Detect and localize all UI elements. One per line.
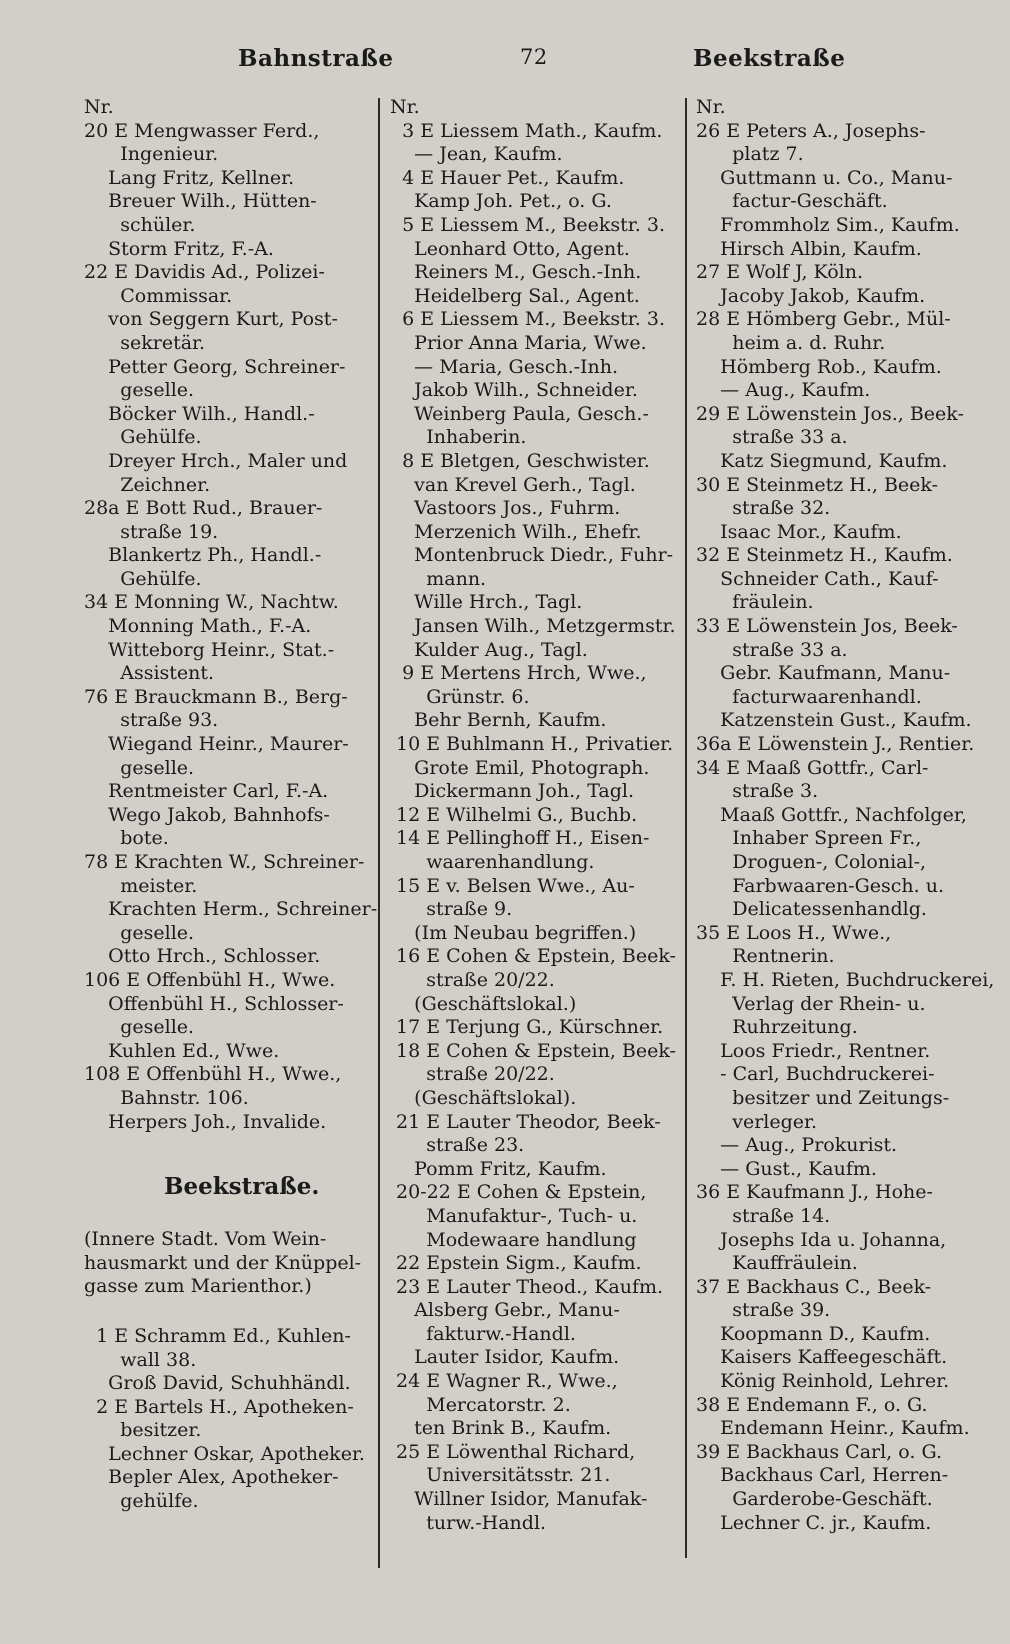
entry-line: 108 E Offenbühl H., Wwe., xyxy=(84,1063,342,1086)
entry-line: Lauter Isidor, Kaufm. xyxy=(390,1346,620,1369)
entry-line: Hömberg Rob., Kaufm. xyxy=(696,355,942,378)
entry-line: Petter Georg, Schreiner- xyxy=(84,355,346,378)
entry-line: 8 E Bletgen, Geschwister. xyxy=(390,449,650,472)
entry-line: Inhaber Spreen Fr., xyxy=(696,827,922,850)
entry-line: Behr Bernh, Kaufm. xyxy=(390,709,607,732)
entry-line: 36 E Kaufmann J., Hohe- xyxy=(696,1181,933,1204)
entry-line: 34 E Maaß Gottfr., Carl- xyxy=(696,756,929,779)
entry-line: mann. xyxy=(390,567,487,590)
entry-line: Backhaus Carl, Herren- xyxy=(696,1464,949,1487)
entry-line: Droguen-, Colonial-, xyxy=(696,851,927,873)
entry-line: factur-Geschäft. xyxy=(696,190,888,213)
header-right-street: Beekstraße xyxy=(693,45,846,72)
entry-line: (Geschäftslokal.) xyxy=(390,992,577,1015)
entry-line: ten Brink B., Kaufm. xyxy=(390,1417,612,1440)
entry-line: Kauffräulein. xyxy=(696,1252,858,1275)
entry-line: straße 3. xyxy=(696,780,819,803)
entry-line: 20 E Mengwasser Ferd., xyxy=(84,119,320,142)
entry-line: Vastoors Jos., Fuhrm. xyxy=(390,497,621,520)
entry-line: Katzenstein Gust., Kaufm. xyxy=(696,709,972,732)
entry-line: Groß David, Schuhhändl. xyxy=(84,1372,351,1395)
entry-line: (Geschäftslokal). xyxy=(390,1086,577,1109)
entry-line: Weinberg Paula, Gesch.- xyxy=(390,402,649,425)
page-number: 72 xyxy=(520,45,548,69)
entry-line: straße 20/22. xyxy=(390,1063,555,1086)
section-intro-line: gasse zum Marienthor.) xyxy=(84,1275,312,1298)
entry-line: straße 23. xyxy=(390,1134,525,1157)
entry-line: 3 E Liessem Math., Kaufm. xyxy=(390,119,663,142)
entry-line: straße 14. xyxy=(696,1204,831,1227)
header-left-street: Bahnstraße xyxy=(238,45,394,72)
column-label: Nr. xyxy=(390,96,420,118)
entry-line: 23 E Lauter Theod., Kaufm. xyxy=(390,1275,664,1298)
entry-line: Mercatorstr. 2. xyxy=(390,1393,571,1416)
entry-line: 14 E Pellinghoff H., Eisen- xyxy=(390,827,650,850)
entry-line: Monning Math., F.-A. xyxy=(84,615,312,638)
entry-line: Leonhard Otto, Agent. xyxy=(390,237,630,260)
entry-line: Jacoby Jakob, Kaufm. xyxy=(696,284,926,307)
entry-line: Modewaare handlung xyxy=(390,1228,637,1251)
entry-line: heim a. d. Ruhr. xyxy=(696,331,886,354)
entry-line: Storm Fritz, F.-A. xyxy=(84,237,274,260)
entry-line: Offenbühl H., Schlosser- xyxy=(84,992,344,1015)
column-label: Nr. xyxy=(84,96,114,118)
entry-line: besitzer und Zeitungs- xyxy=(696,1086,950,1109)
entry-line: 1 E Schramm Ed., Kuhlen- xyxy=(84,1324,351,1347)
entry-line: platz 7. xyxy=(696,143,804,166)
entry-line: Gebr. Kaufmann, Manu- xyxy=(696,662,951,685)
entry-line: 5 E Liessem M., Beekstr. 3. xyxy=(390,213,665,236)
entry-line: Dreyer Hrch., Maler und xyxy=(84,449,348,472)
entry-line: von Seggern Kurt, Post- xyxy=(84,308,338,331)
entry-line: 29 E Löwenstein Jos., Beek- xyxy=(696,402,964,425)
entry-line: 10 E Buhlmann H., Privatier. xyxy=(390,733,674,756)
entry-line: facturwaarenhandl. xyxy=(696,685,922,708)
entry-line: waarenhandlung. xyxy=(390,851,595,873)
entry-line: fräulein. xyxy=(696,591,814,614)
entry-line: Herpers Joh., Invalide. xyxy=(84,1110,327,1133)
entry-line: Jakob Wilh., Schneider. xyxy=(390,379,638,402)
entry-line: 37 E Backhaus C., Beek- xyxy=(696,1275,932,1298)
entry-line: turw.-Handl. xyxy=(390,1511,547,1534)
entry-line: 6 E Liessem M., Beekstr. 3. xyxy=(390,308,665,331)
entry-line: 76 E Brauckmann B., Berg- xyxy=(84,685,348,708)
entry-line: Assistent. xyxy=(84,662,215,685)
entry-line: 30 E Steinmetz H., Beek- xyxy=(696,473,939,496)
entry-line: 12 E Wilhelmi G., Buchb. xyxy=(390,803,638,826)
entry-line: - Carl, Buchdruckerei- xyxy=(696,1063,935,1086)
entry-line: Delicatessenhandlg. xyxy=(696,898,927,921)
entry-line: Grote Emil, Photograph. xyxy=(390,756,650,779)
entry-line: Grünstr. 6. xyxy=(390,685,530,708)
entry-line: Lechner C. jr., Kaufm. xyxy=(696,1511,932,1534)
entry-line: — Aug., Kaufm. xyxy=(696,379,871,402)
entry-line: 21 E Lauter Theodor, Beek- xyxy=(390,1110,661,1133)
entry-line: 25 E Löwenthal Richard, xyxy=(390,1440,636,1463)
entry-line: Blankertz Ph., Handl.- xyxy=(84,544,322,567)
entry-line: 32 E Steinmetz H., Kaufm. xyxy=(696,544,953,567)
entry-line: straße 9. xyxy=(390,898,513,921)
entry-line: Dickermann Joh., Tagl. xyxy=(390,780,635,803)
column-label: Nr. xyxy=(696,96,726,118)
entry-line: gehülfe. xyxy=(84,1490,199,1513)
entry-line: Josephs Ida u. Johanna, xyxy=(696,1228,947,1251)
entry-line: Kuhlen Ed., Wwe. xyxy=(84,1039,280,1062)
entry-line: Bepler Alex, Apotheker- xyxy=(84,1466,339,1489)
entry-line: 2 E Bartels H., Apotheken- xyxy=(84,1395,354,1418)
entry-line: 39 E Backhaus Carl, o. G. xyxy=(696,1440,942,1463)
entry-line: Gehülfe. xyxy=(84,426,202,449)
entry-line: fakturw.-Handl. xyxy=(390,1322,576,1345)
entry-line: 78 E Krachten W., Schreiner- xyxy=(84,851,365,873)
entry-line: sekretär. xyxy=(84,331,206,354)
entry-line: Frommholz Sim., Kaufm. xyxy=(696,213,960,236)
entry-line: — Maria, Gesch.-Inh. xyxy=(390,355,619,378)
entry-line: 38 E Endemann F., o. G. xyxy=(696,1393,928,1416)
entry-line: Heidelberg Sal., Agent. xyxy=(390,284,640,307)
entry-line: Ruhrzeitung. xyxy=(696,1016,858,1039)
entry-line: straße 19. xyxy=(84,520,219,543)
entry-line: Jansen Wilh., Metzgermstr. xyxy=(390,615,676,638)
column-divider-2 xyxy=(685,98,687,1558)
entry-line: 4 E Hauer Pet., Kaufm. xyxy=(390,166,625,189)
entry-line: 16 E Cohen & Epstein, Beek- xyxy=(390,945,676,968)
entry-line: Prior Anna Maria, Wwe. xyxy=(390,331,647,354)
entry-line: Verlag der Rhein- u. xyxy=(696,992,926,1015)
column-1 xyxy=(84,96,377,1514)
entry-line: Merzenich Wilh., Ehefr. xyxy=(390,520,642,543)
entry-line: F. H. Rieten, Buchdruckerei, xyxy=(696,968,995,991)
entry-line: schüler. xyxy=(84,213,196,236)
entry-line: Otto Hrch., Schlosser. xyxy=(84,945,321,968)
entry-line: Lang Fritz, Kellner. xyxy=(84,166,295,189)
entry-line: Maaß Gottfr., Nachfolger, xyxy=(696,803,967,826)
entry-line: 22 Epstein Sigm., Kaufm. xyxy=(390,1252,642,1275)
entry-line: 24 E Wagner R., Wwe., xyxy=(390,1370,618,1393)
entry-line: Universitätsstr. 21. xyxy=(390,1464,611,1487)
entry-line: Ingenieur. xyxy=(84,143,219,166)
section-intro-line: hausmarkt und der Knüppel- xyxy=(84,1251,362,1274)
entry-line: straße 32. xyxy=(696,497,831,520)
column-3 xyxy=(696,96,994,1535)
entry-line: Garderobe-Geschäft. xyxy=(696,1488,933,1511)
entry-line: Willner Isidor, Manufak- xyxy=(390,1488,648,1511)
entry-line: Krachten Herm., Schreiner- xyxy=(84,898,378,921)
column-2 xyxy=(390,96,676,1535)
entry-line: Pomm Fritz, Kaufm. xyxy=(390,1157,607,1180)
entry-line: straße 93. xyxy=(84,709,219,732)
entry-line: Böcker Wilh., Handl.- xyxy=(84,402,315,425)
entry-line: 15 E v. Belsen Wwe., Au- xyxy=(390,874,635,897)
entry-line: 22 E Davidis Ad., Polizei- xyxy=(84,261,325,284)
column-divider-1 xyxy=(378,98,380,1568)
entry-line: — Jean, Kaufm. xyxy=(390,143,563,166)
entry-line: Kaisers Kaffeegeschäft. xyxy=(696,1346,948,1369)
entry-line: Inhaberin. xyxy=(390,426,527,449)
entry-line: Loos Friedr., Rentner. xyxy=(696,1039,931,1062)
entry-line: 28a E Bott Rud., Brauer- xyxy=(84,497,323,520)
entry-line: Manufaktur-, Tuch- u. xyxy=(390,1204,638,1227)
entry-line: 28 E Hömberg Gebr., Mül- xyxy=(696,308,951,331)
entry-line: meister. xyxy=(84,874,198,897)
entry-line: 27 E Wolf J, Köln. xyxy=(696,261,864,284)
entry-line: Bahnstr. 106. xyxy=(84,1086,249,1109)
entry-line: 36a E Löwenstein J., Rentier. xyxy=(696,733,975,756)
entry-line: Wego Jakob, Bahnhofs- xyxy=(84,803,330,826)
entry-line: Schneider Cath., Kauf- xyxy=(696,567,939,590)
entry-line: Wille Hrch., Tagl. xyxy=(390,591,583,614)
entry-line: Kulder Aug., Tagl. xyxy=(390,638,588,661)
entry-line: geselle. xyxy=(84,756,195,779)
entry-line: straße 33 a. xyxy=(696,638,848,661)
entry-line: wall 38. xyxy=(84,1348,197,1371)
section-intro-line: (Innere Stadt. Vom Wein- xyxy=(84,1228,327,1251)
entry-line: 34 E Monning W., Nachtw. xyxy=(84,591,339,614)
entry-line: straße 39. xyxy=(696,1299,831,1322)
entry-line: verleger. xyxy=(696,1110,818,1133)
entry-line: König Reinhold, Lehrer. xyxy=(696,1370,950,1393)
entry-line: 20-22 E Cohen & Epstein, xyxy=(390,1181,647,1204)
entry-line: Alsberg Gebr., Manu- xyxy=(390,1299,620,1322)
entry-line: Zeichner. xyxy=(84,473,211,496)
entry-line: — Gust., Kaufm. xyxy=(696,1157,877,1180)
entry-line: straße 20/22. xyxy=(390,968,555,991)
entry-line: Lechner Oskar, Apotheker. xyxy=(84,1442,365,1465)
entry-line: 106 E Offenbühl H., Wwe. xyxy=(84,968,336,991)
entry-line: — Aug., Prokurist. xyxy=(696,1134,898,1157)
entry-line: Guttmann u. Co., Manu- xyxy=(696,166,953,189)
entry-line: 18 E Cohen & Epstein, Beek- xyxy=(390,1039,676,1062)
entry-line: geselle. xyxy=(84,921,195,944)
entry-line: Koopmann D., Kaufm. xyxy=(696,1322,931,1345)
entry-line: Katz Siegmund, Kaufm. xyxy=(696,449,948,472)
entry-line: 26 E Peters A., Josephs- xyxy=(696,119,926,142)
entry-line: Breuer Wilh., Hütten- xyxy=(84,190,317,213)
entry-line: Commissar. xyxy=(84,284,233,307)
entry-line: Isaac Mor., Kaufm. xyxy=(696,520,902,543)
entry-line: Wiegand Heinr., Maurer- xyxy=(84,733,349,756)
entry-line: Rentmeister Carl, F.-A. xyxy=(84,780,329,803)
entry-line: Kamp Joh. Pet., o. G. xyxy=(390,190,612,213)
entry-line: bote. xyxy=(84,827,169,850)
entry-line: van Krevel Gerh., Tagl. xyxy=(390,473,636,496)
entry-line: 35 E Loos H., Wwe., xyxy=(696,921,892,944)
entry-line: Hirsch Albin, Kaufm. xyxy=(696,237,922,260)
entry-line: besitzer. xyxy=(84,1419,202,1442)
entry-line: Witteborg Heinr., Stat.- xyxy=(84,638,335,661)
entry-line: (Im Neubau begriffen.) xyxy=(390,921,637,944)
entry-line: geselle. xyxy=(84,1016,195,1039)
entry-line: Farbwaaren-Gesch. u. xyxy=(696,874,945,897)
entry-line: 9 E Mertens Hrch, Wwe., xyxy=(390,662,647,685)
entry-line: 33 E Löwenstein Jos, Beek- xyxy=(696,615,958,638)
entry-line: straße 33 a. xyxy=(696,426,848,449)
entry-line: Gehülfe. xyxy=(84,567,202,590)
entry-line: Reiners M., Gesch.-Inh. xyxy=(390,261,642,284)
entry-line: geselle. xyxy=(84,379,195,402)
entry-line: 17 E Terjung G., Kürschner. xyxy=(390,1016,664,1039)
entry-line: Endemann Heinr., Kaufm. xyxy=(696,1417,970,1440)
entry-line: Montenbruck Diedr., Fuhr- xyxy=(390,544,674,567)
section-title-beekstrasse: Beekstraße. xyxy=(164,1173,320,1201)
entry-line: Rentnerin. xyxy=(696,945,835,968)
